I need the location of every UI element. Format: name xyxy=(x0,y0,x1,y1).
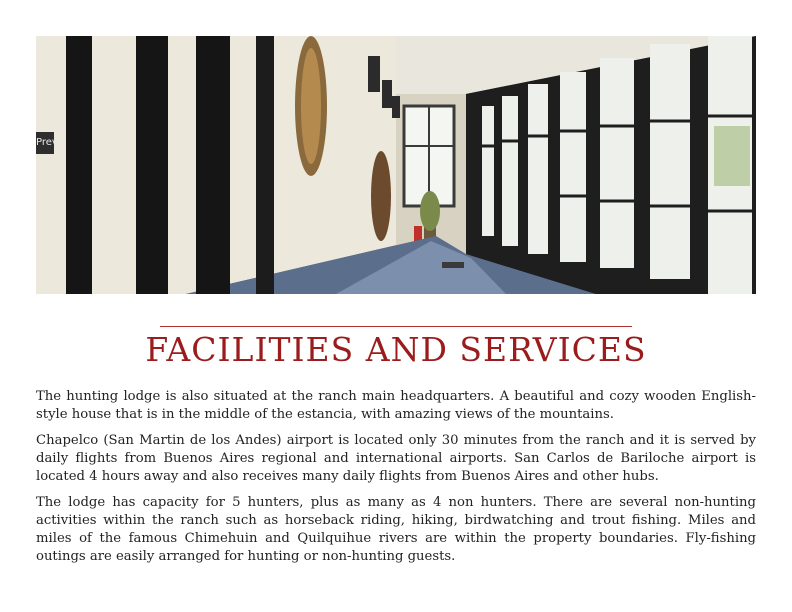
hero-image-gallery[interactable] xyxy=(36,36,756,294)
gallery-prev-button[interactable]: Prev xyxy=(36,132,54,154)
title-divider xyxy=(160,326,632,327)
paragraph-airports: Chapelco (San Martin de los Andes) airport is located only 30 minutes from the ranch and it is served by daily flights from Buenos Aires regional and international airports. San Carlos de Bariloche airport is located 4 hours away and also receives many daily flights from Buenos Aires and other hubs. xyxy=(36,433,756,484)
hero-photo-corridor xyxy=(36,36,756,294)
content-body xyxy=(36,388,756,574)
paragraph-lodge: The hunting lodge is also situated at the ranch main headquarters. A beautiful and cozy wooden English-style house that is in the middle of the estancia, with amazing views of the mountains. xyxy=(36,389,756,422)
section-title: FACILITIES AND SERVICES xyxy=(145,330,647,369)
paragraph-capacity: The lodge has capacity for 5 hunters, plus as many as 4 non hunters. There are several non-hunting activities within the ranch such as horseback riding, hiking, birdwatching and trout fishing. Miles and miles of the famous Chimehuin and Quilquihue rivers are within the property boundaries. Fly-fishing outings are easily arranged for hunting or non-hunting guests. xyxy=(36,495,756,564)
